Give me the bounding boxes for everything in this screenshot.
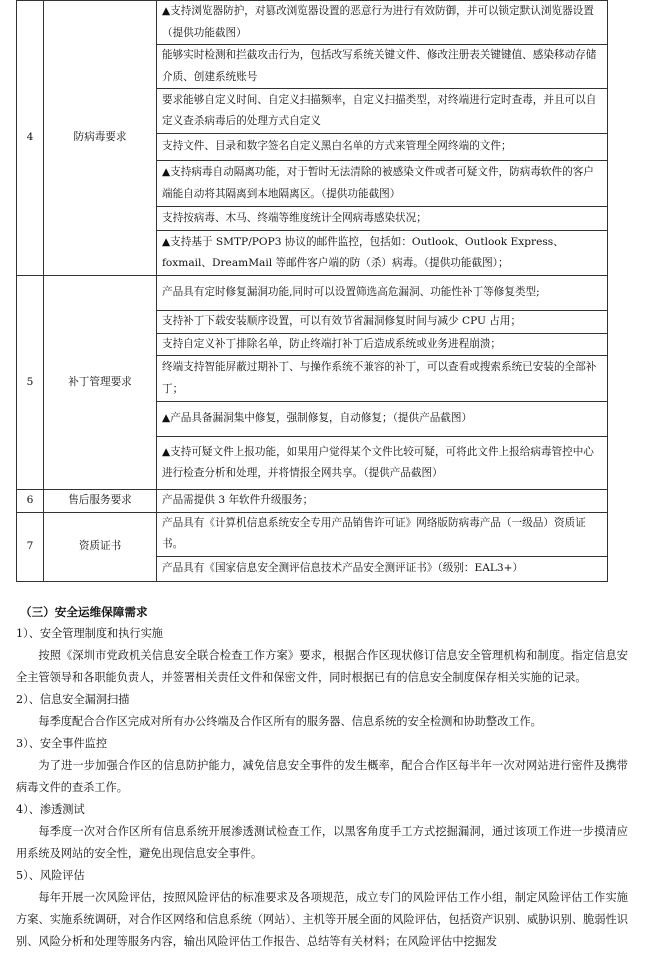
requirement-item: ▲产品具备漏洞集中修复，强制修复，自动修复；（提供产品截图） <box>157 402 608 437</box>
requirement-item: 要求能够自定义时间、自定义扫描频率，自定义扫描类型，对终端进行定时查毒，并且可以自定义查杀病毒后的处理方式自定义 <box>157 89 608 134</box>
requirement-item: 支持补丁下载安装顺序设置，可以有效节省漏洞修复时间与减少 CPU 占用； <box>157 311 608 334</box>
row-number: 5 <box>17 276 44 490</box>
row-category: 售后服务要求 <box>44 490 157 513</box>
requirement-item: ▲支持基于 SMTP/POP3 协议的邮件监控，包括如：Outlook、Outlook Express、foxmail、DreamMail 等邮件客户端的防（杀）病毒。（提供功能截图）； <box>157 231 608 276</box>
requirement-item: 产品具有《国家信息安全测评信息技术产品安全测评证书》（级别：EAL3+） <box>157 556 608 581</box>
requirements-table <box>16 0 608 582</box>
subsection-body: 每年开展一次风险评估，按照风险评估的标准要求及各项规范，成立专门的风险评估工作小组，制定风险评估工作实施方案、实施系统调研，对合作区网络和信息系统（网站）、主机等开展全面的风险评估，包括资产识别、威胁识别、脆弱性识别、风险分析和处理等服务内容，输出风险评估工作报告、总结等有关材料；在风险评估中挖掘发 <box>16 891 628 948</box>
row-category: 资质证书 <box>44 512 157 581</box>
table-row <box>17 512 608 556</box>
subsection-body: 每季度配合合作区完成对所有办公终端及合作区所有的服务器、信息系统的安全检测和协助整改工作。 <box>38 715 542 728</box>
requirement-item: ▲支持病毒自动隔离功能，对于暂时无法清除的被感染文件或者可疑文件，防病毒软件的客户端能自动将其隔离到本地隔离区。（提供功能截图） <box>157 161 608 207</box>
table-row <box>17 1 608 45</box>
requirement-item: 支持按病毒、木马、终端等维度统计全网病毒感染状况； <box>157 207 608 231</box>
row-number: 7 <box>17 512 44 581</box>
row-number: 4 <box>17 1 44 276</box>
requirement-item: 能够实时检测和拦截攻击行为，包括改写系统关键文件、修改注册表关键键值、感染移动存储介质、创建系统账号 <box>157 45 608 89</box>
requirement-item: 支持文件、目录和数字签名自定义黑白名单的方式来管理全网终端的文件； <box>157 134 608 161</box>
subsection-title: 4）、渗透测试 <box>16 803 85 816</box>
row-category: 防病毒要求 <box>44 1 157 276</box>
subsection-title: 2）、信息安全漏洞扫描 <box>16 693 130 706</box>
requirement-item: ▲支持浏览器防护，对篡改浏览器设置的恶意行为进行有效防御，并可以锁定默认浏览器设置（提供功能截图） <box>157 1 608 45</box>
subsection-body: 为了进一步加强合作区的信息防护能力，减免信息安全事件的发生概率，配合合作区每半年一次对网站进行密件及携带病毒文件的查杀工作。 <box>16 759 628 794</box>
requirement-item: 产品具有定时修复漏洞功能,同时可以设置筛选高危漏洞、功能性补丁等修复类型; <box>157 276 608 311</box>
requirement-item: 产品需提供 3 年软件升级服务； <box>157 490 608 513</box>
section-heading: （三）安全运维保障需求 <box>20 605 148 619</box>
subsection-body: 每季度一次对合作区所有信息系统开展渗透测试检查工作，以黑客角度手工方式挖掘漏洞，通过该项工作进一步摸清应用系统及网站的安全性，避免出现信息安全事件。 <box>16 825 628 860</box>
subsection-title: 5）、风险评估 <box>16 869 85 882</box>
requirement-item: 终端支持智能屏蔽过期补丁、与操作系统不兼容的补丁，可以查看或搜索系统已安装的全部补丁； <box>157 356 608 402</box>
ops-section <box>16 601 628 953</box>
row-number: 6 <box>17 490 44 513</box>
table-row <box>17 490 608 513</box>
table-row <box>17 276 608 311</box>
requirement-item: 支持自定义补丁排除名单，防止终端打补丁后造成系统或业务进程崩溃； <box>157 333 608 356</box>
requirement-item: ▲支持可疑文件上报功能，如果用户觉得某个文件比较可疑，可将此文件上报给病毒管控中心进行检查分析和处理，并将情报全网共享。（提供产品截图） <box>157 437 608 490</box>
row-category: 补丁管理要求 <box>44 276 157 490</box>
subsection-body: 按照《深圳市党政机关信息安全联合检查工作方案》要求，根据合作区现状修订信息安全管理机构和制度。指定信息安全主管领导和各职能负责人，并签署相关责任文件和保密文件，同时根据已有的信息安全制度保存相关实施的记录。 <box>16 649 628 684</box>
requirement-item: 产品具有《计算机信息系统安全专用产品销售许可证》网络版防病毒产品（一级品）资质证书。 <box>157 512 608 556</box>
subsection-title: 1）、安全管理制度和执行实施 <box>16 627 163 640</box>
subsection-title: 3）、安全事件监控 <box>16 737 108 750</box>
